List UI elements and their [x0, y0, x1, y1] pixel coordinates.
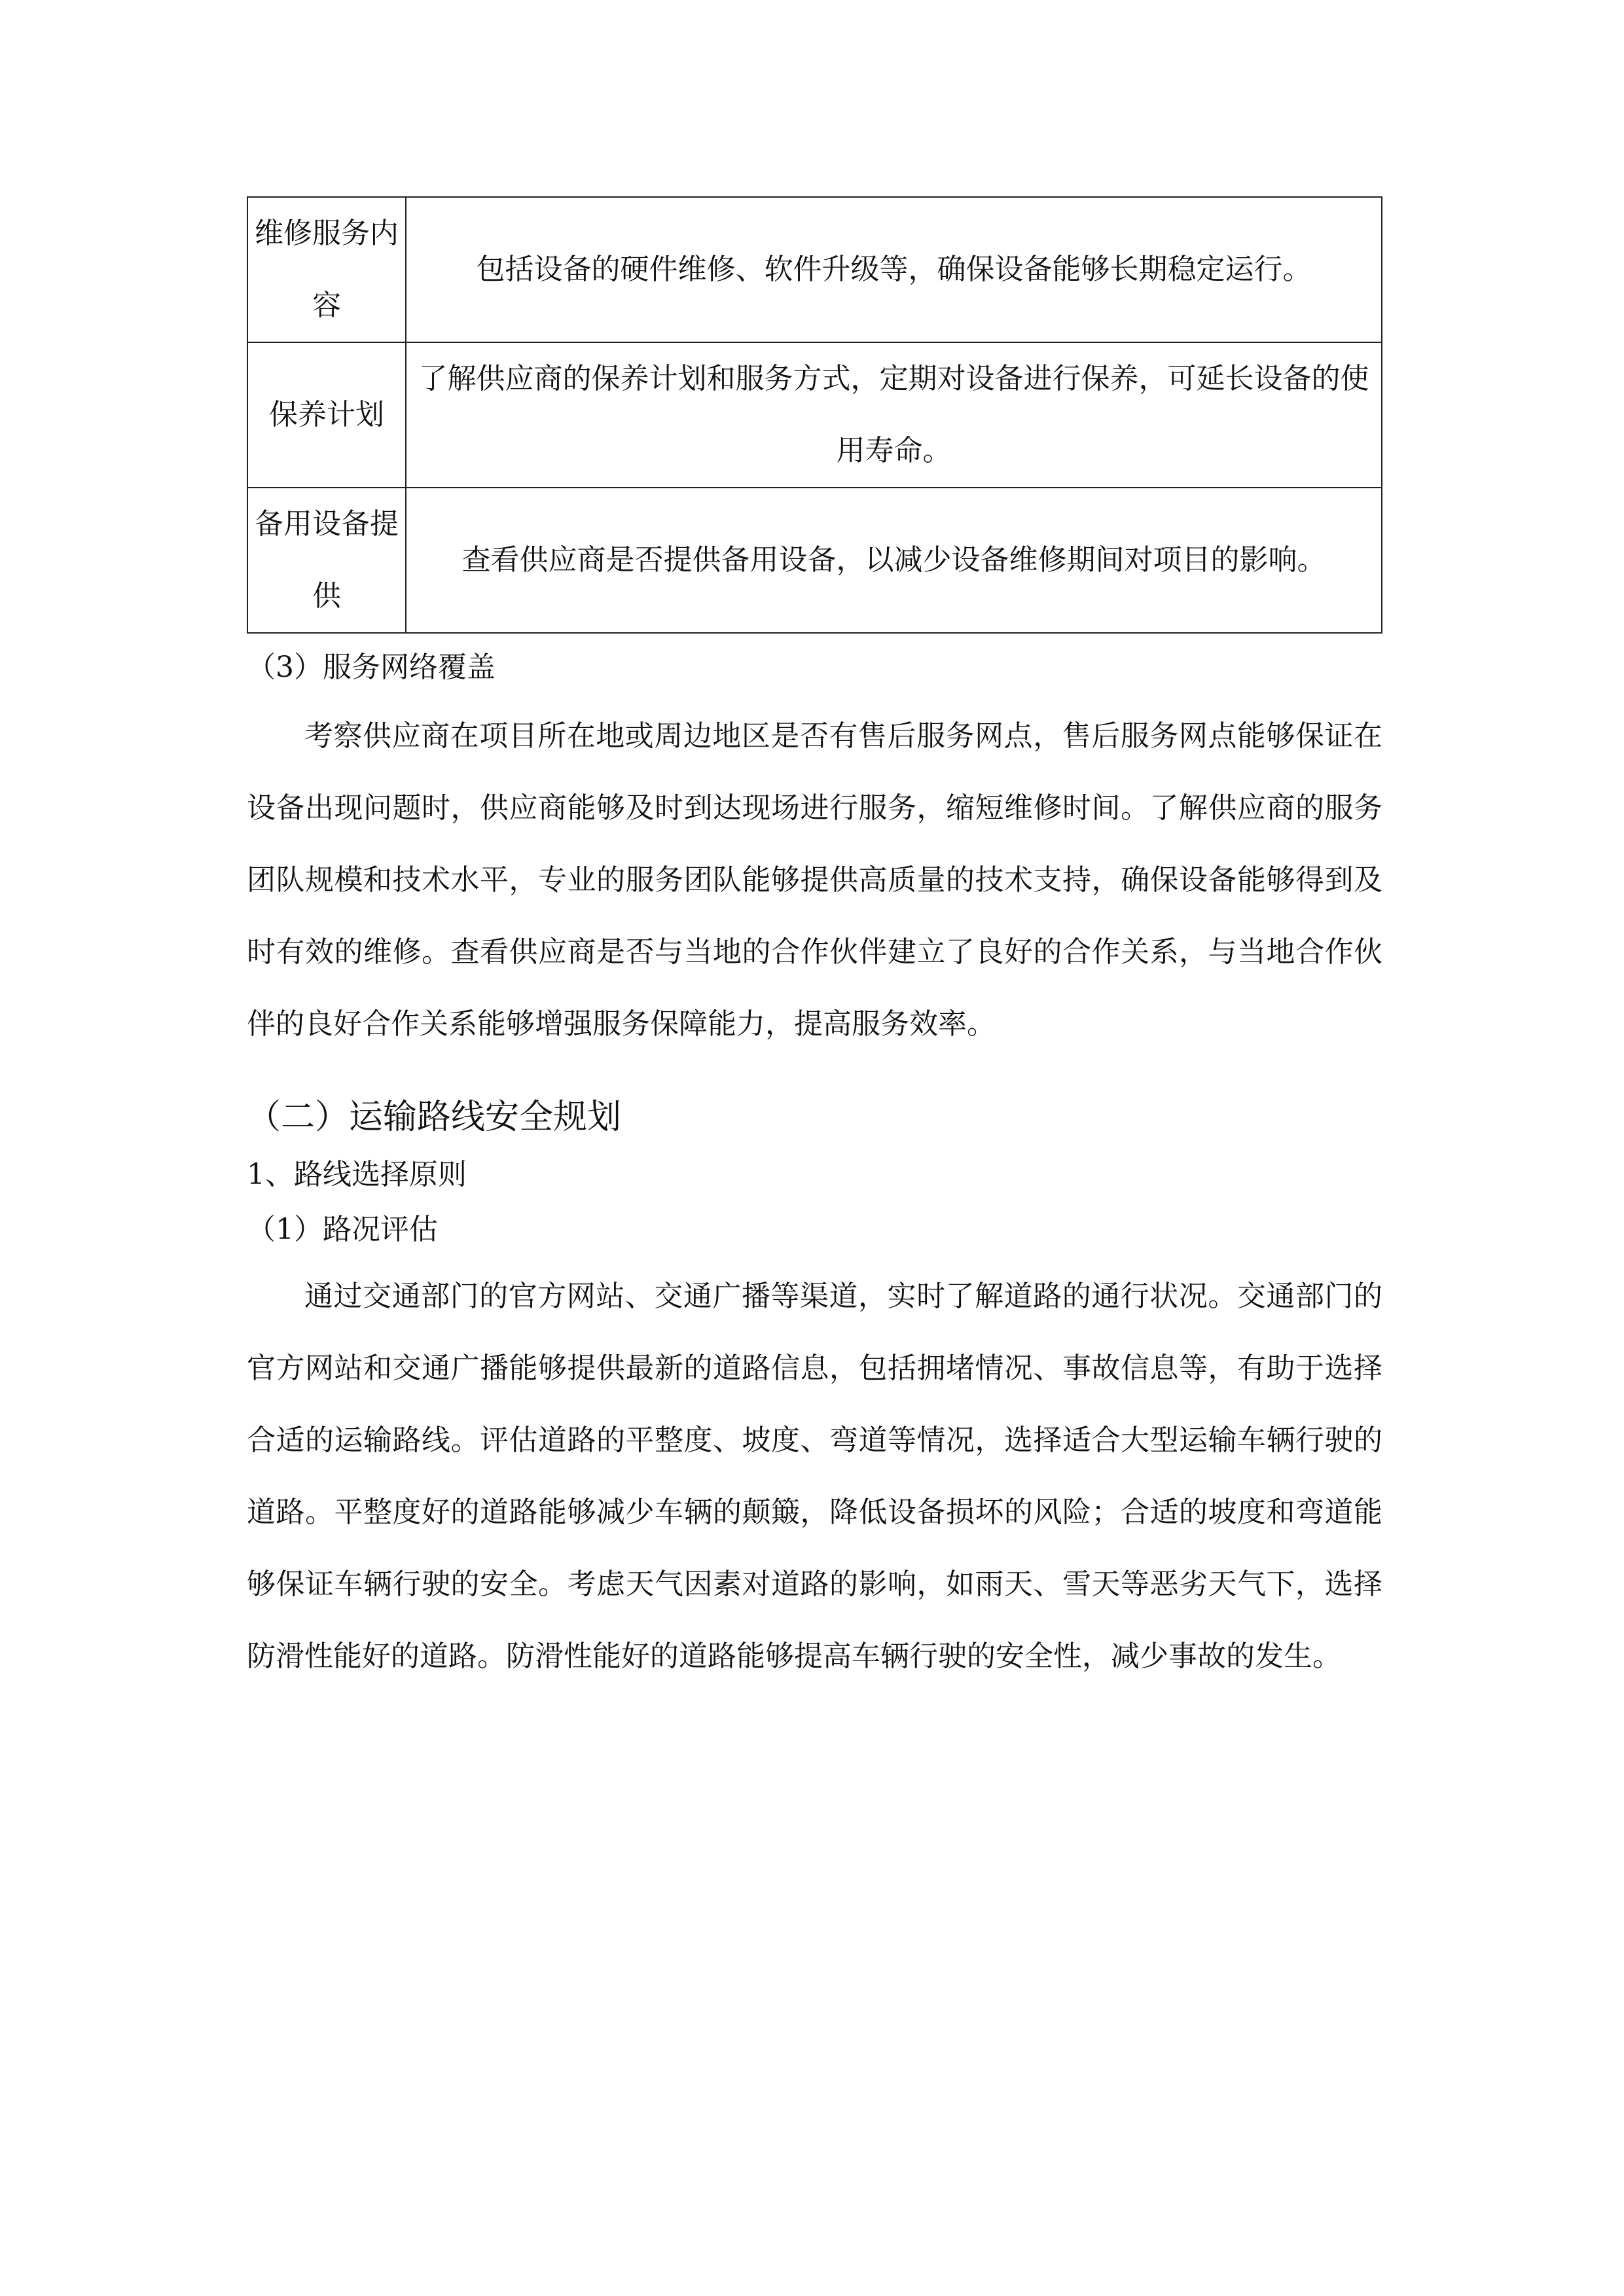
table-row	[247, 488, 1382, 633]
row-label: 保养计划	[247, 342, 406, 488]
row-label: 备用设备提供	[247, 488, 406, 633]
row-content: 包括设备的硬件维修、软件升级等，确保设备能够长期稳定运行。	[406, 197, 1382, 342]
route-principle-heading: 1、路线选择原则	[247, 1158, 467, 1191]
document-page	[247, 196, 1382, 1693]
table-row	[247, 342, 1382, 488]
row-label: 维修服务内容	[247, 197, 406, 342]
service-network-paragraph: 考察供应商在项目所在地或周边地区是否有售后服务网点，售后服务网点能够保证在设备出现问题时，供应商能够及时到达现场进行服务，缩短维修时间。了解供应商的服务团队规模和技术水平，专业的服务团队能够提供高质量的技术支持，确保设备能够得到及时有效的维修。查看供应商是否与当地的合作伙伴建立了良好的合作关系，与当地合作伙伴的良好合作关系能够增强服务保障能力，提高服务效率。	[247, 719, 1382, 1041]
table-row	[247, 197, 1382, 342]
road-assessment-heading: （1）路况评估	[247, 1213, 438, 1246]
road-assessment-paragraph: 通过交通部门的官方网站、交通广播等渠道，实时了解道路的通行状况。交通部门的官方网站和交通广播能够提供最新的道路信息，包括拥堵情况、事故信息等，有助于选择合适的运输路线。评估道路的平整度、坡度、弯道等情况，选择适合大型运输车辆行驶的道路。平整度好的道路能够减少车辆的颠簸，降低设备损坏的风险；合适的坡度和弯道能够保证车辆行驶的安全。考虑天气因素对道路的影响，如雨天、雪天等恶劣天气下，选择防滑性能好的道路。防滑性能好的道路能够提高车辆行驶的安全性，减少事故的发生。	[247, 1280, 1382, 1673]
row-content: 查看供应商是否提供备用设备，以减少设备维修期间对项目的影响。	[406, 488, 1382, 633]
service-network-heading: （3）服务网络覆盖	[247, 651, 496, 684]
row-content: 了解供应商的保养计划和服务方式，定期对设备进行保养，可延长设备的使用寿命。	[406, 342, 1382, 488]
service-table	[247, 196, 1382, 634]
transport-section-heading: （二）运输路线安全规划	[247, 1098, 622, 1137]
